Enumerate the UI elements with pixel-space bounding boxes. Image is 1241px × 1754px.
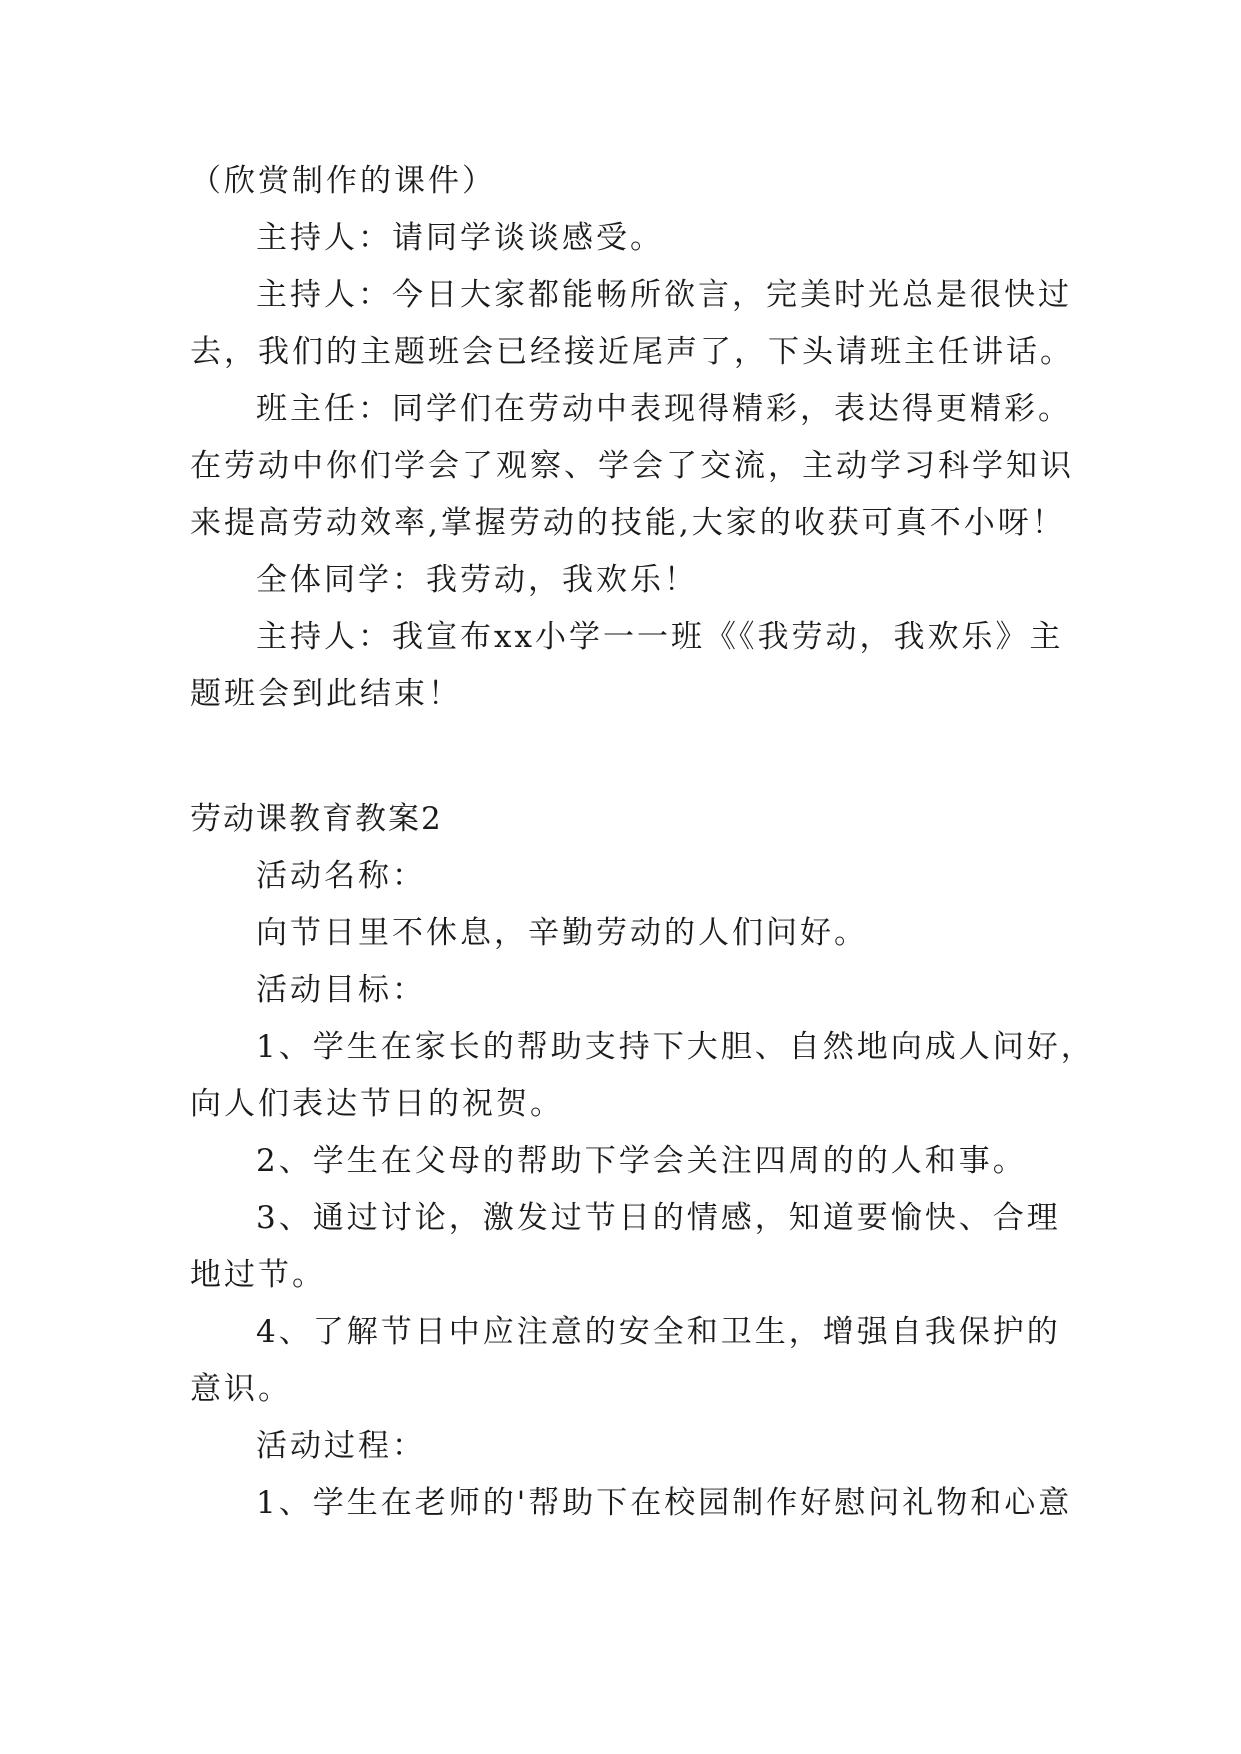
- text-line: 4、了解节日中应注意的安全和卫生，增强自我保护的: [256, 1314, 1061, 1350]
- text-line: 地过节。: [190, 1257, 326, 1293]
- text-line: 来提高劳动效率,掌握劳动的技能,大家的收获可真不小呀！: [190, 505, 1066, 541]
- text-line: 活动过程：: [256, 1428, 426, 1464]
- text-line: 主持人：今日大家都能畅所欲言，完美时光总是很快过: [256, 277, 1072, 313]
- document-body: [190, 153, 1095, 1532]
- text-line: 2、学生在父母的帮助下学会关注四周的的人和事。: [256, 1143, 1027, 1179]
- text-line: 全体同学：我劳动，我欢乐！: [256, 562, 698, 598]
- text-line: 3、通过讨论，激发过节日的情感，知道要愉快、合理: [256, 1200, 1061, 1236]
- text-line: 去，我们的主题班会已经接近尾声了，下头请班主任讲话。: [190, 334, 1074, 370]
- text-line: 向人们表达节日的祝贺。: [190, 1086, 564, 1122]
- text-line: 活动名称：: [256, 858, 426, 894]
- text-line: 1、学生在家长的帮助支持下大胆、自然地向成人问好，: [256, 1029, 1095, 1065]
- text-line: 1、学生在老师的'帮助下在校园制作好慰问礼物和心意: [256, 1485, 1073, 1521]
- text-line: 向节日里不休息，辛勤劳动的人们问好。: [256, 915, 868, 951]
- section-gap: [190, 723, 1050, 791]
- text-line: 主持人：我宣布xx小学一一班《《我劳动，我欢乐》主: [256, 619, 1064, 655]
- text-line: 活动目标：: [256, 972, 426, 1008]
- section-heading: 劳动课教育教案2: [190, 801, 443, 837]
- text-line: 主持人：请同学谈谈感受。: [256, 220, 664, 256]
- text-line: 在劳动中你们学会了观察、学会了交流，主动学习科学知识: [190, 448, 1074, 484]
- text-line: 班主任：同学们在劳动中表现得精彩，表达得更精彩。: [256, 391, 1072, 427]
- text-line: 题班会到此结束！: [190, 676, 462, 712]
- text-line: 意识。: [190, 1371, 292, 1407]
- text-line: （欣赏制作的课件）: [190, 163, 496, 199]
